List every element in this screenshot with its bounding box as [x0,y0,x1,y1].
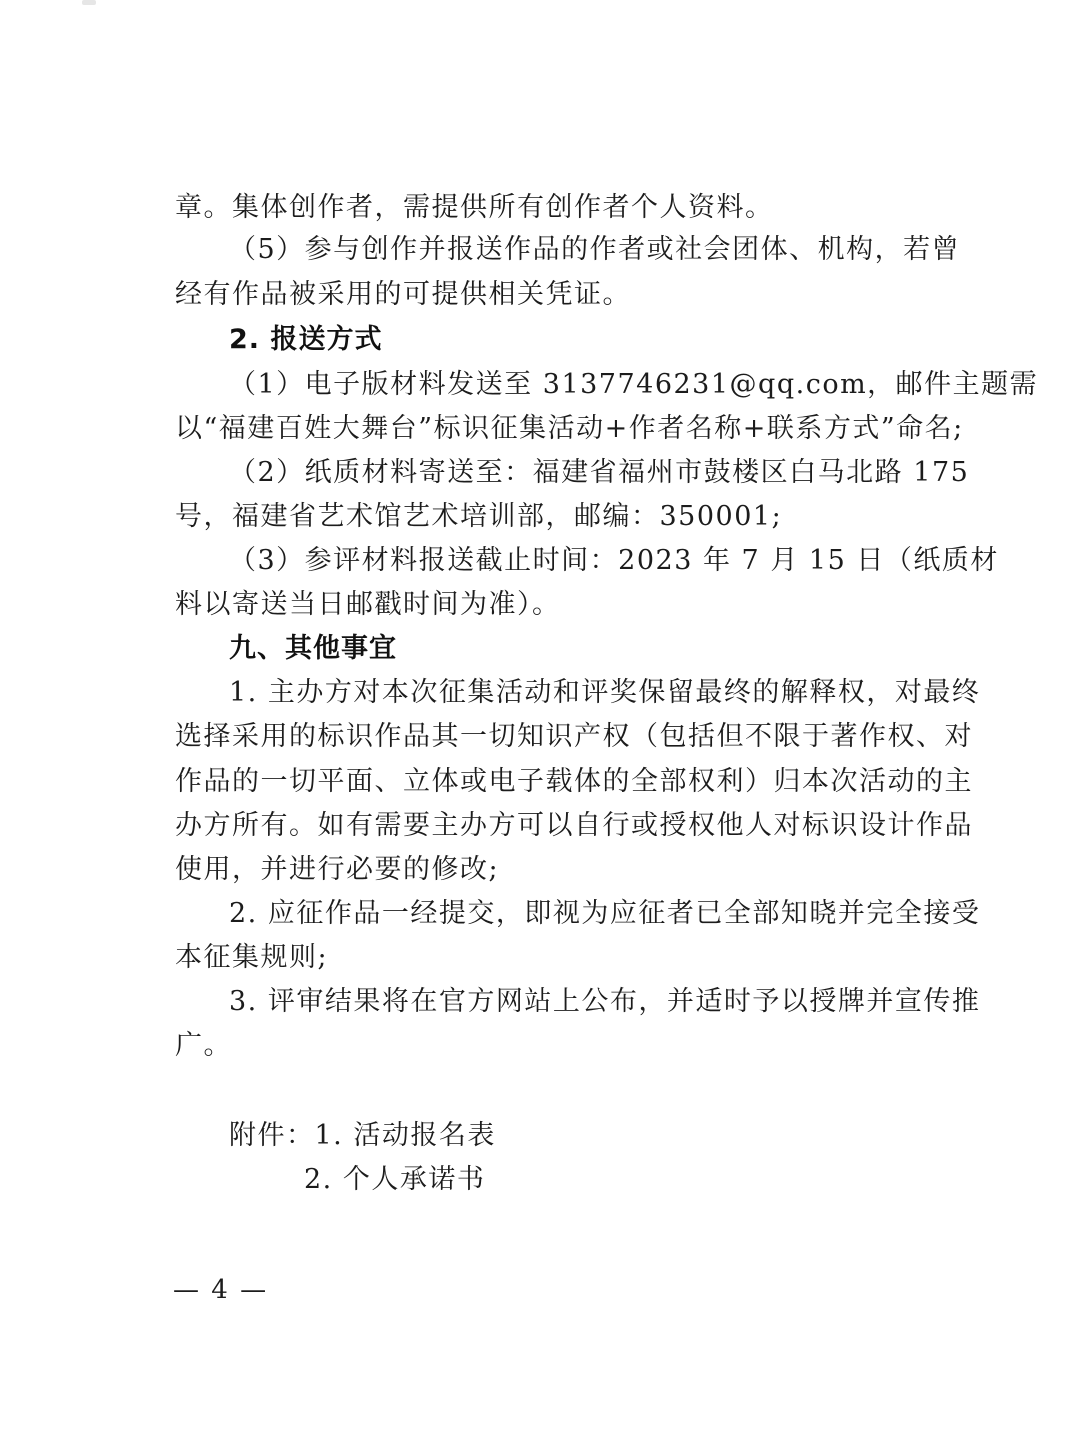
paragraph-line: 本征集规则; [175,942,329,973]
paragraph-line: 经有作品被采用的可提供相关凭证。 [175,279,631,310]
paragraph-line: 料以寄送当日邮戳时间为准）。 [175,589,561,620]
paragraph-line: 章。集体创作者，需提供所有创作者个人资料。 [175,192,774,223]
page-number: — 4 — [173,1275,269,1305]
paragraph-line: （2）纸质材料寄送至：福建省福州市鼓楼区白马北路 175 [229,457,970,488]
attachment-list-item-1: 附件：1. 活动报名表 [229,1120,496,1151]
section-heading-submission-method: 2. 报送方式 [229,324,383,355]
section-heading-other-matters: 九、其他事宜 [229,633,397,664]
paragraph-line: 1. 主办方对本次征集活动和评奖保留最终的解释权，对最终 [229,677,981,708]
scan-artifact [82,0,96,5]
paragraph-line: 2. 应征作品一经提交，即视为应征者已全部知晓并完全接受 [229,898,981,929]
paragraph-line: 以“福建百姓大舞台”标识征集活动+作者名称+联系方式”命名; [175,413,964,444]
paragraph-line: （1）电子版材料发送至 3137746231@qq.com，邮件主题需 [229,369,1039,400]
paragraph-line: 广。 [175,1030,232,1061]
paragraph-line: （3）参评材料报送截止时间：2023 年 7 月 15 日（纸质材 [229,545,999,576]
paragraph-line: 号，福建省艺术馆艺术培训部，邮编：350001; [175,501,783,532]
paragraph-line: 办方所有。如有需要主办方可以自行或授权他人对标识设计作品 [175,810,973,841]
paragraph-line: 3. 评审结果将在官方网站上公布，并适时予以授牌并宣传推 [229,986,981,1017]
attachment-list-item-2: 2. 个人承诺书 [304,1164,486,1195]
paragraph-line: 选择采用的标识作品其一切知识产权（包括但不限于著作权、对 [175,721,973,752]
paragraph-line: （5）参与创作并报送作品的作者或社会团体、机构，若曾 [229,234,961,265]
paragraph-line: 作品的一切平面、立体或电子载体的全部权利）归本次活动的主 [175,766,973,797]
paragraph-line: 使用，并进行必要的修改; [175,854,500,885]
